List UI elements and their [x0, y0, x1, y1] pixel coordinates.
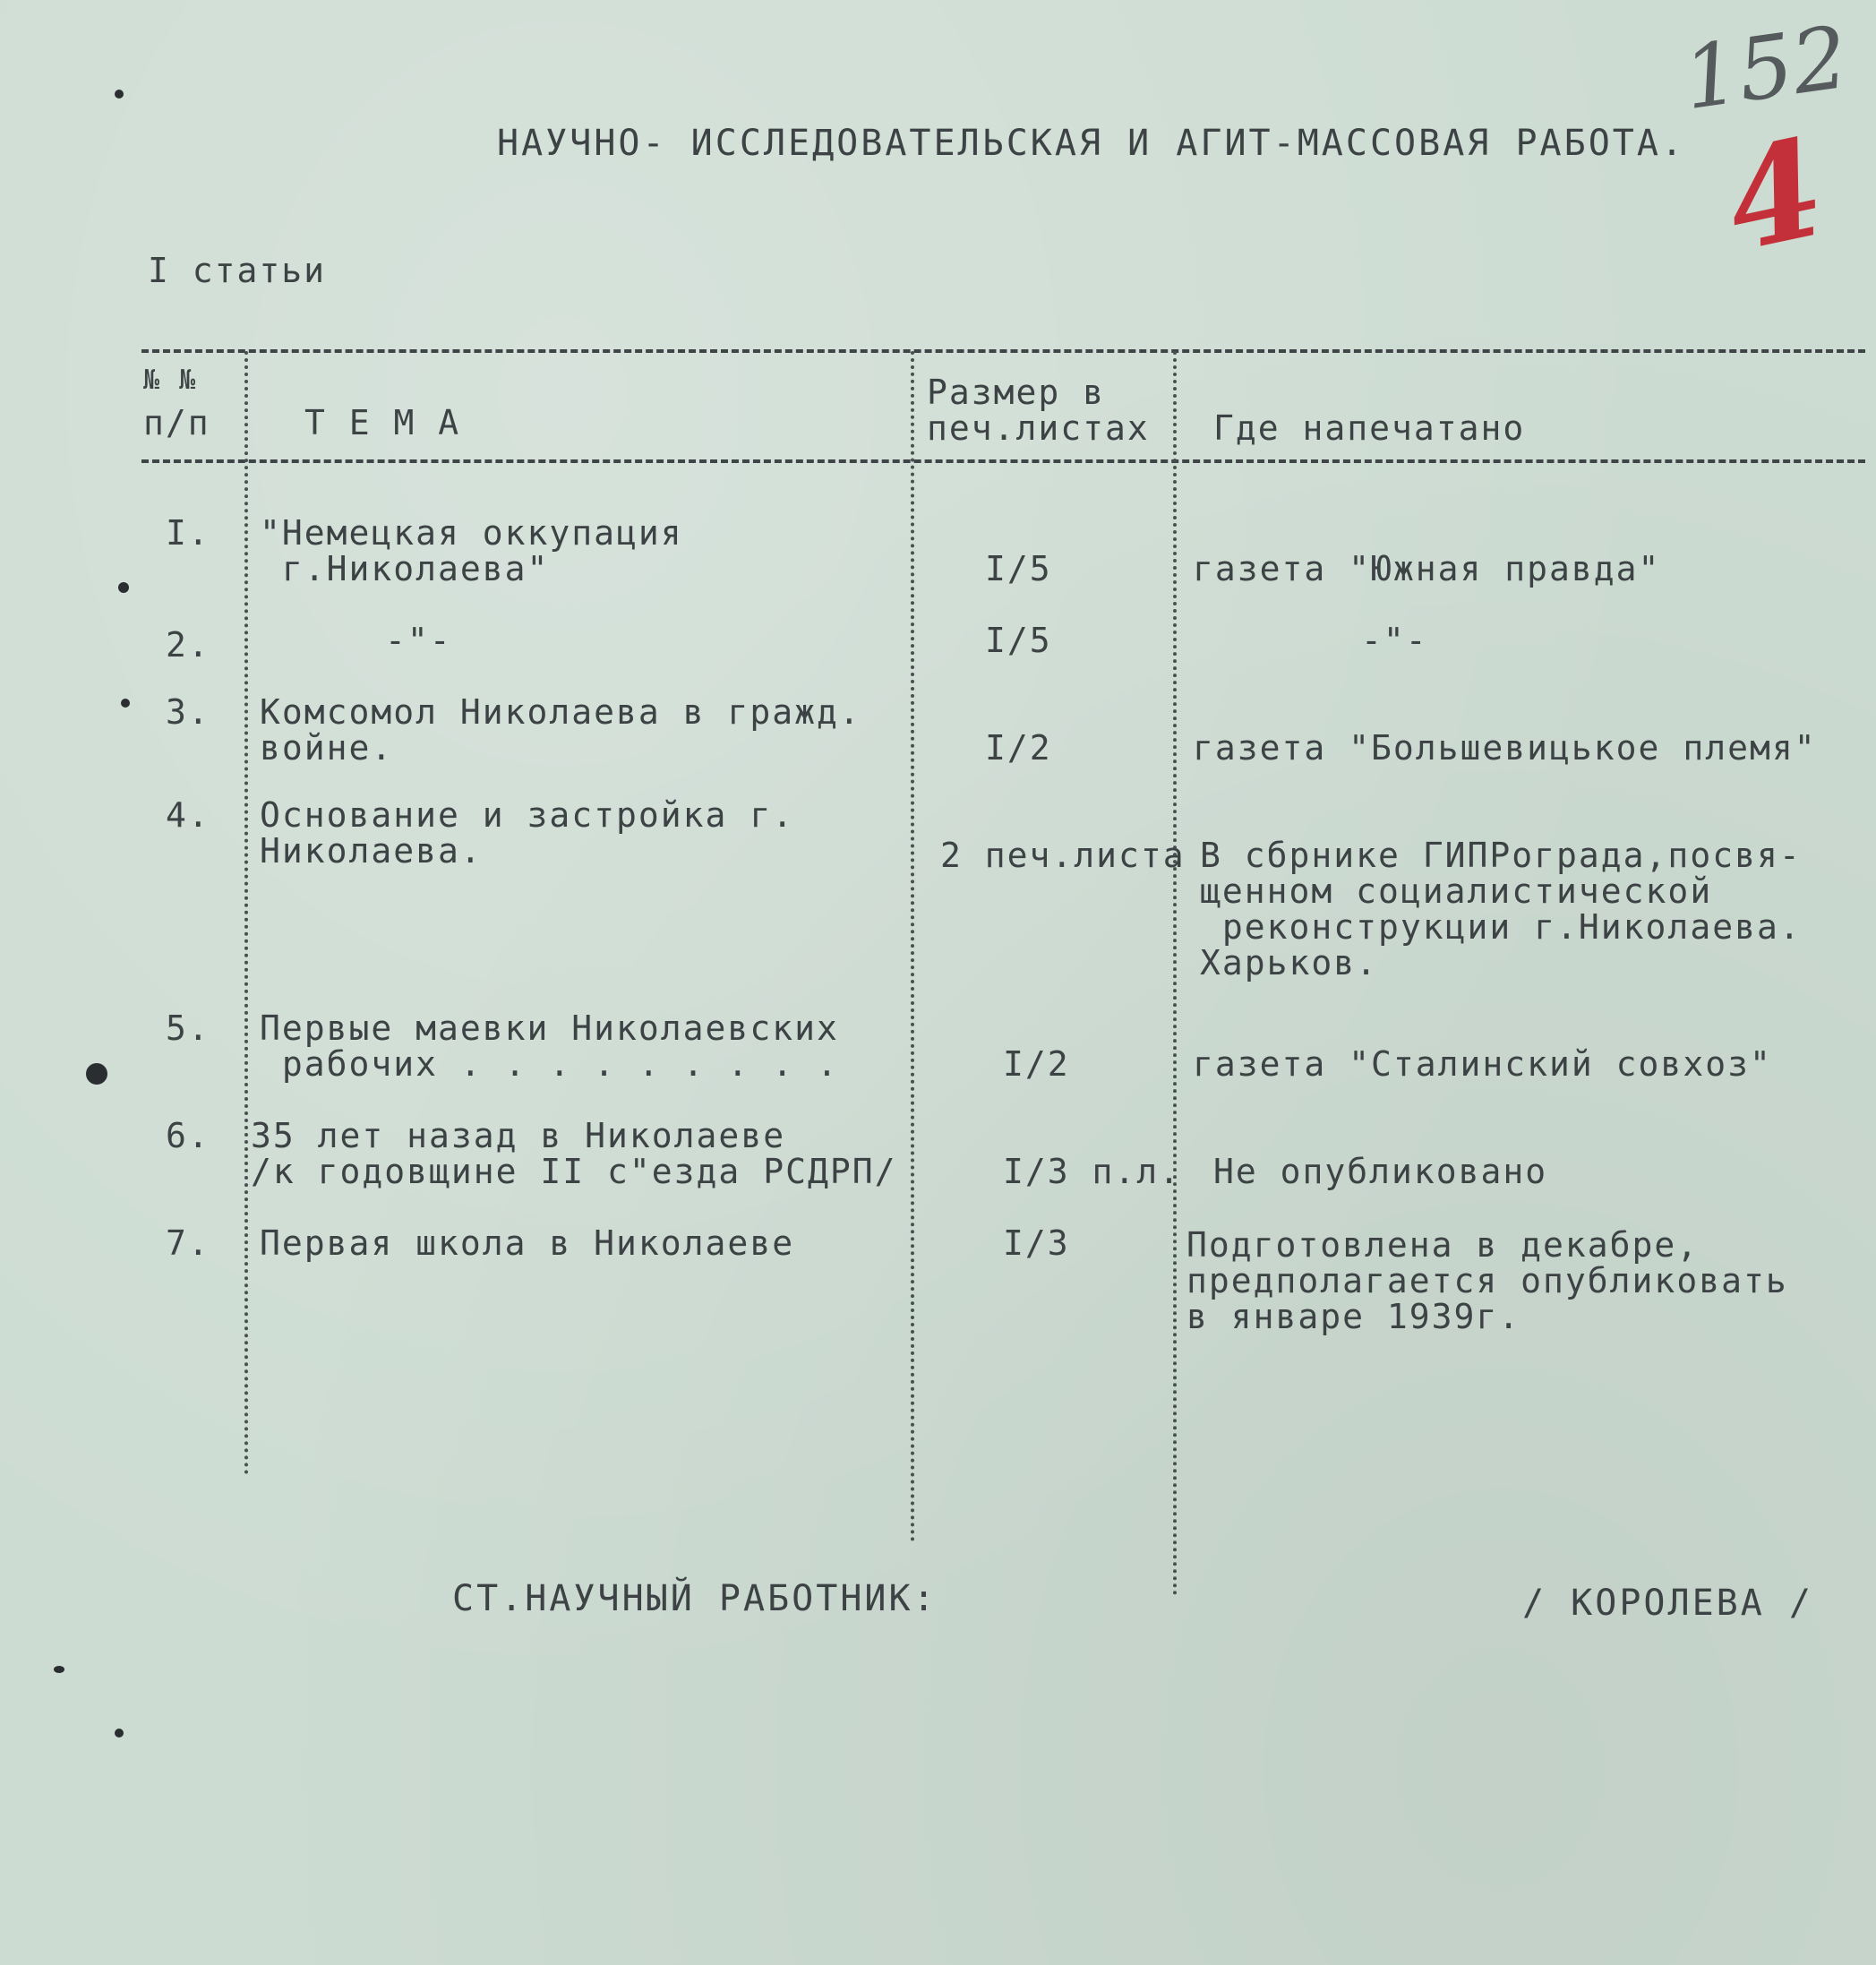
row-1-theme: "Немецкая оккупация г.Николаева" — [260, 513, 683, 588]
binding-hole — [86, 1063, 107, 1085]
header-theme: Т Е М А — [304, 403, 461, 442]
row-4-where: В сбрнике ГИПРограда,посвя- щенном социалистической реконструкции г.Николаева. Харьков. — [1200, 836, 1802, 982]
margin-speck — [54, 1666, 64, 1673]
margin-speck — [115, 1729, 124, 1738]
row-7-size: I/3 — [1003, 1223, 1070, 1263]
row-5-theme: Первые маевки Николаевских рабочих . . . . . . . . . — [260, 1008, 839, 1084]
row-1-number: I. — [166, 513, 210, 553]
row-7-theme: Первая школа в Николаеве — [260, 1223, 795, 1263]
row-4-theme: Основание и застройка г. Николаева. — [260, 795, 795, 871]
margin-speck — [118, 582, 129, 593]
row-3-size: I/2 — [985, 728, 1052, 768]
table-top-rule — [141, 349, 1865, 353]
column-divider-1 — [244, 351, 248, 1475]
header-size-line1: Размер в — [927, 373, 1106, 412]
row-6-theme: 35 лет назад в Николаеве /к годовщине II с"езда РСДРП/ — [251, 1116, 897, 1191]
row-2-theme: -"- — [385, 621, 452, 660]
margin-speck — [121, 699, 130, 708]
row-4-size: 2 печ.листа — [940, 836, 1186, 875]
row-6-size: I/3 п.л. — [1003, 1152, 1182, 1191]
signature-name: / КОРОЛЕВА / — [1522, 1583, 1813, 1624]
column-divider-2 — [911, 351, 914, 1542]
row-2-number: 2. — [166, 625, 210, 665]
row-6-where: Не опубликовано — [1213, 1152, 1548, 1191]
signature-position: СТ.НАУЧНЫЙ РАБОТНИК: — [452, 1578, 938, 1619]
column-divider-3 — [1173, 351, 1177, 1596]
row-3-theme: Комсомол Николаева в гражд. войне. — [260, 692, 861, 768]
row-5-where: газета "Сталинский совхоз" — [1193, 1044, 1772, 1084]
row-1-where: газета "Южная правда" — [1193, 549, 1661, 588]
row-2-where: -"- — [1361, 621, 1428, 660]
header-number-line1: № № — [143, 365, 198, 396]
row-5-number: 5. — [166, 1008, 210, 1048]
row-5-size: I/2 — [1003, 1044, 1070, 1084]
row-2-size: I/5 — [985, 621, 1052, 660]
row-6-number: 6. — [166, 1116, 210, 1155]
row-3-where: газета "Большевицькое племя" — [1193, 728, 1817, 768]
section-label: I статьи — [148, 251, 327, 290]
row-3-number: 3. — [166, 692, 210, 732]
table-header-rule — [141, 459, 1865, 463]
red-pencil-mark: 4 — [1712, 108, 1837, 282]
document-title: НАУЧНО- ИССЛЕДОВАТЕЛЬСКАЯ И АГИТ-МАССОВАЯ РАБОТА. — [497, 123, 1686, 164]
row-1-size: I/5 — [985, 549, 1052, 588]
row-7-number: 7. — [166, 1223, 210, 1263]
margin-speck — [115, 90, 124, 99]
header-number-line2: п/п — [143, 403, 210, 442]
header-where: Где напечатано — [1213, 408, 1526, 448]
handwritten-page-number: 152 — [1677, 6, 1855, 130]
row-4-number: 4. — [166, 795, 210, 835]
row-7-where: Подготовлена в декабре, предполагается опубликовать в январе 1939г. — [1186, 1225, 1788, 1336]
header-size-line2: печ.листах — [927, 408, 1150, 448]
